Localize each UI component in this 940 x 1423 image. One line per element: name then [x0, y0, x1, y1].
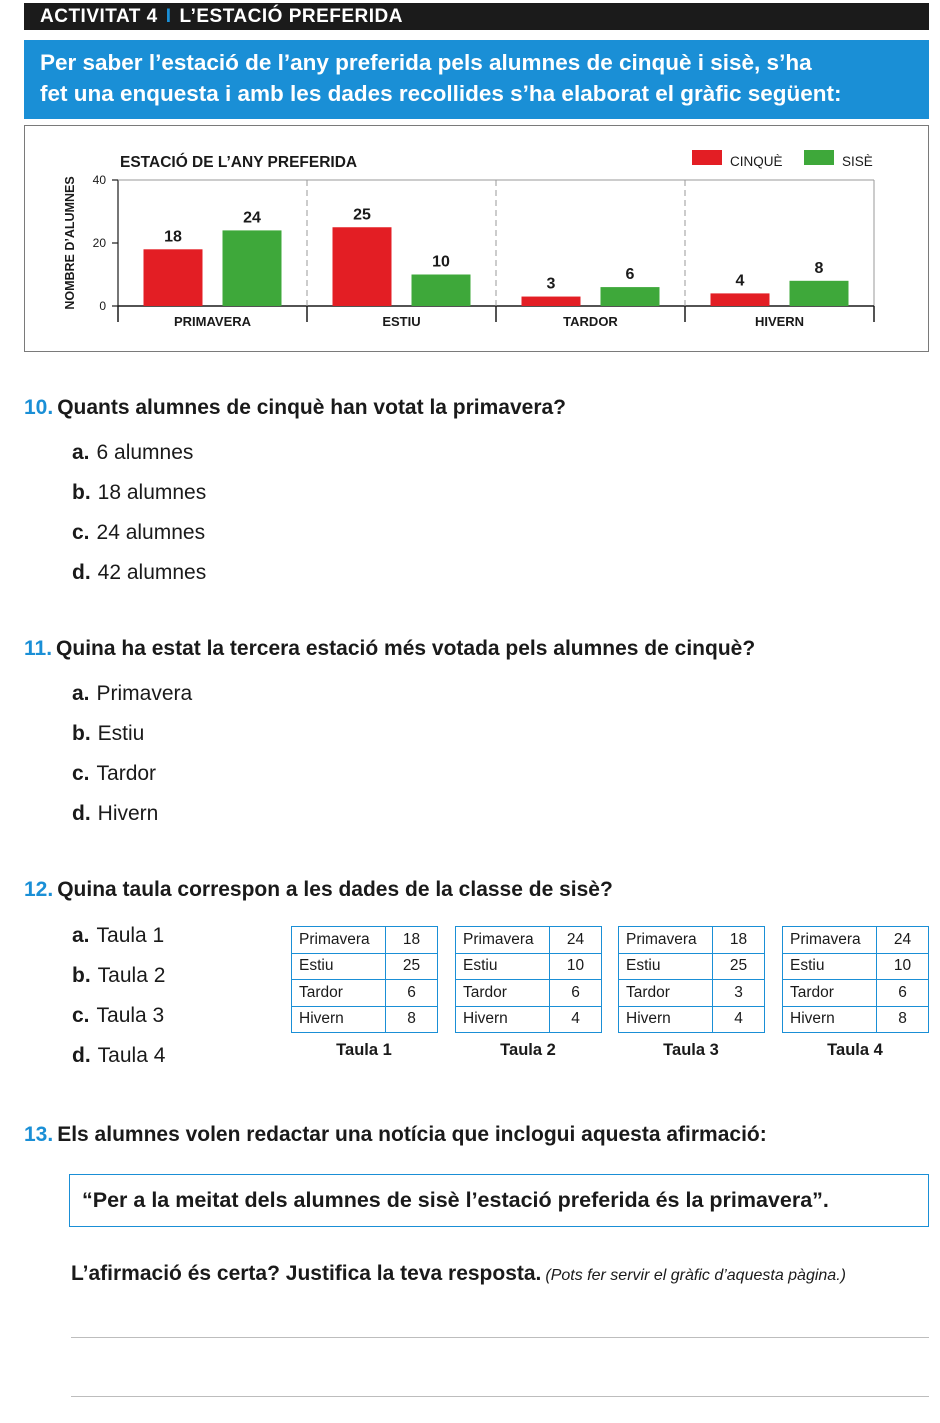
option-letter: a. [72, 924, 90, 947]
bar-primavera-cinquè [144, 249, 203, 306]
table-cell: 18 [386, 927, 438, 954]
question-number: 10. [24, 396, 54, 419]
bar-value-label: 3 [546, 275, 556, 293]
question-text: Els alumnes volen redactar una notícia que inclogui aquesta afirmació: [57, 1123, 767, 1146]
table-cell: 4 [713, 1006, 765, 1033]
table-cell: Primavera [292, 927, 386, 954]
legend-label-1: CINQUÈ [730, 154, 783, 169]
bar-estiu-sisè [412, 275, 471, 307]
option-text: 42 alumnes [97, 561, 207, 584]
legend-swatch-2 [804, 150, 834, 165]
table-row [619, 980, 765, 1007]
intro-line-1: Per saber l’estació de l’any preferida pels alumnes de cinquè i sisè, s’ha [40, 50, 812, 75]
bar-hivern-sisè [790, 281, 849, 306]
data-table-4 [782, 926, 929, 1033]
q11-option-d[interactable] [72, 802, 158, 826]
q10-option-d[interactable] [72, 561, 206, 585]
option-letter: a. [72, 441, 90, 464]
option-letter: c. [72, 762, 90, 785]
bar-value-label: 10 [432, 253, 450, 271]
option-letter: b. [72, 481, 91, 504]
data-table-2 [455, 926, 602, 1033]
legend-swatch-1 [692, 150, 722, 165]
table-cell: 25 [386, 953, 438, 980]
question-11 [24, 637, 755, 661]
table-cell: 6 [386, 980, 438, 1007]
table-caption-4: Taula 4 [827, 1041, 883, 1059]
table-cell: 25 [713, 953, 765, 980]
table-cell: 8 [877, 1006, 929, 1033]
bar-value-label: 6 [625, 266, 635, 284]
q12-option-b[interactable] [72, 964, 165, 988]
option-letter: b. [72, 964, 91, 987]
option-letter: d. [72, 1044, 91, 1067]
bar-tardor-cinquè [522, 297, 581, 306]
table-row [783, 953, 929, 980]
option-text: Primavera [96, 682, 193, 705]
option-text: Taula 2 [97, 964, 166, 987]
bar-value-label: 24 [243, 209, 261, 227]
table-cell: Estiu [292, 953, 386, 980]
y-tick-label: 20 [92, 236, 106, 250]
q12-option-c[interactable] [72, 1004, 164, 1028]
table-caption-1: Taula 1 [336, 1041, 392, 1059]
option-text: 18 alumnes [97, 481, 207, 504]
bar-primavera-sisè [223, 230, 282, 306]
table-cell: Primavera [783, 927, 877, 954]
question-number: 12. [24, 878, 54, 901]
bar-value-label: 25 [353, 206, 371, 224]
q11-option-b[interactable] [72, 722, 144, 746]
bar-value-label: 8 [814, 259, 824, 277]
table-row [456, 980, 602, 1007]
table-cell: Estiu [783, 953, 877, 980]
bar-value-label: 18 [164, 228, 182, 246]
table-cell: 24 [877, 927, 929, 954]
activity-title: L’ESTACIÓ PREFERIDA [179, 6, 403, 27]
table-row [292, 927, 438, 954]
option-text: 6 alumnes [96, 441, 194, 464]
table-cell: Tardor [783, 980, 877, 1007]
table-row [456, 953, 602, 980]
table-cell: 3 [713, 980, 765, 1007]
option-letter: a. [72, 682, 90, 705]
table-cell: Hivern [292, 1006, 386, 1033]
table-cell: Tardor [292, 980, 386, 1007]
q10-option-b[interactable] [72, 481, 206, 505]
q12-option-d[interactable] [72, 1044, 165, 1068]
question-10 [24, 396, 566, 420]
table-cell: 6 [550, 980, 602, 1007]
table-cell: 4 [550, 1006, 602, 1033]
y-tick-label: 0 [99, 299, 106, 313]
table-cell: Hivern [783, 1006, 877, 1033]
table-cell: 18 [713, 927, 765, 954]
chart-box [24, 125, 929, 352]
table-row [456, 1006, 602, 1033]
option-text: Taula 4 [97, 1044, 166, 1067]
x-tick-label: TARDOR [563, 314, 618, 329]
question-13 [24, 1123, 767, 1147]
intro-box [24, 40, 929, 119]
table-row [783, 1006, 929, 1033]
question-text: Quina taula correspon a les dades de la classe de sisè? [57, 878, 613, 901]
option-text: Tardor [96, 762, 157, 785]
table-row [292, 980, 438, 1007]
question-12 [24, 878, 613, 902]
q12-option-a[interactable] [72, 924, 164, 948]
q11-option-c[interactable] [72, 762, 156, 786]
table-row [783, 980, 929, 1007]
table-cell: Hivern [456, 1006, 550, 1033]
activity-header [24, 3, 929, 30]
option-letter: c. [72, 1004, 90, 1027]
bar-estiu-cinquè [333, 227, 392, 306]
q11-option-a[interactable] [72, 682, 192, 706]
data-table-1 [291, 926, 438, 1033]
table-cell: Estiu [619, 953, 713, 980]
q10-option-a[interactable] [72, 441, 193, 465]
option-text: 24 alumnes [96, 521, 206, 544]
answer-line-1[interactable] [71, 1337, 929, 1338]
table-row [783, 927, 929, 954]
table-cell: Hivern [619, 1006, 713, 1033]
justify-note: (Pots fer servir el gràfic d’aquesta pàgina.) [545, 1267, 846, 1284]
question-number: 13. [24, 1123, 54, 1146]
table-cell: Primavera [456, 927, 550, 954]
y-tick-label: 40 [92, 173, 106, 187]
question-text: Quina ha estat la tercera estació més votada pels alumnes de cinquè? [56, 637, 756, 660]
table-cell: Tardor [619, 980, 713, 1007]
table-cell: 10 [550, 953, 602, 980]
bar-value-label: 4 [735, 272, 745, 290]
table-row [456, 927, 602, 954]
option-letter: d. [72, 561, 91, 584]
option-letter: d. [72, 802, 91, 825]
x-tick-label: PRIMAVERA [173, 314, 252, 329]
header-separator: I [165, 6, 172, 27]
table-cell: 8 [386, 1006, 438, 1033]
answer-line-2[interactable] [71, 1396, 929, 1397]
table-row [292, 1006, 438, 1033]
y-axis-label: NOMBRE D’ALUMNES [63, 176, 77, 310]
question-number: 11. [24, 637, 53, 660]
data-table-3 [618, 926, 765, 1033]
bar-hivern-cinquè [711, 293, 770, 306]
x-tick-label: HIVERN [754, 314, 805, 329]
table-row [619, 927, 765, 954]
x-tick-label: ESTIU [382, 314, 421, 329]
intro-line-2: fet una enquesta i amb les dades recollides s’ha elaborat el gràfic següent: [40, 81, 842, 106]
table-cell: 6 [877, 980, 929, 1007]
justify-prompt [71, 1262, 846, 1286]
option-text: Taula 1 [96, 924, 165, 947]
question-text: Quants alumnes de cinquè han votat la primavera? [57, 396, 567, 419]
q10-option-c[interactable] [72, 521, 205, 545]
table-cell: 24 [550, 927, 602, 954]
table-row [292, 953, 438, 980]
statement-quote: “Per a la meitat dels alumnes de sisè l’estació preferida és la primavera”. [69, 1174, 929, 1227]
table-cell: Tardor [456, 980, 550, 1007]
table-cell: Primavera [619, 927, 713, 954]
table-cell: Estiu [456, 953, 550, 980]
table-caption-2: Taula 2 [500, 1041, 556, 1059]
table-cell: 10 [877, 953, 929, 980]
option-text: Estiu [97, 722, 145, 745]
table-caption-3: Taula 3 [663, 1041, 719, 1059]
option-letter: b. [72, 722, 91, 745]
table-row [619, 1006, 765, 1033]
legend-label-2: SISÈ [842, 154, 873, 169]
season-bar-chart [25, 126, 930, 353]
bar-tardor-sisè [601, 287, 660, 306]
option-text: Taula 3 [96, 1004, 165, 1027]
option-text: Hivern [97, 802, 159, 825]
chart-title: ESTACIÓ DE L’ANY PREFERIDA [120, 154, 358, 171]
table-row [619, 953, 765, 980]
activity-number: ACTIVITAT 4 [40, 6, 158, 27]
option-letter: c. [72, 521, 90, 544]
justify-question: L’afirmació és certa? Justifica la teva resposta. [71, 1262, 542, 1285]
